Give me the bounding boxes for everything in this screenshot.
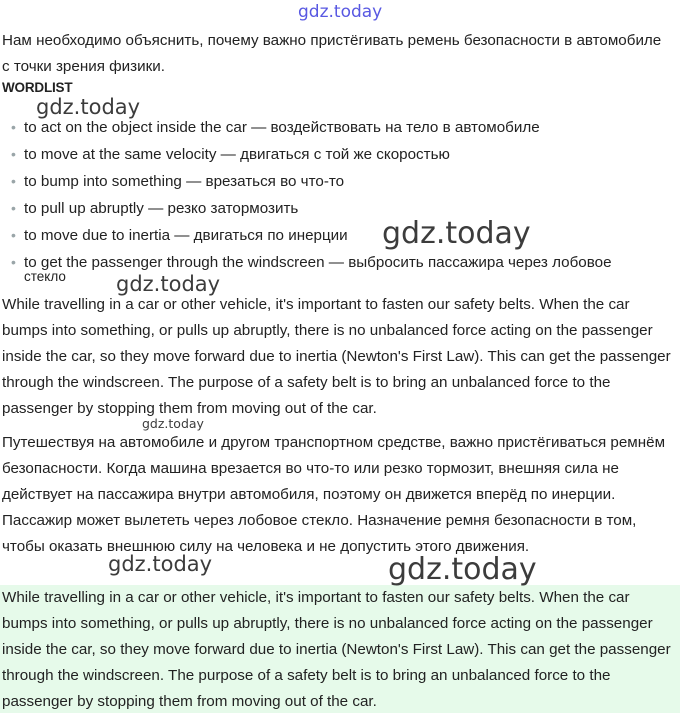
list-item <box>10 195 678 222</box>
bullet-icon: • <box>11 254 16 270</box>
watermark: gdz.today <box>116 272 221 296</box>
wordlist-item-text: to get the passenger through the windscreen — выбросить пассажира через лобовое <box>24 254 612 271</box>
watermark: gdz.today <box>108 552 213 576</box>
bullet-icon: • <box>11 173 16 189</box>
english-paragraph: While travelling in a car or other vehicle, it's important to fasten our safety belts. When the car bumps into something, or pulls up abruptly, there is no unbalanced force acting on the passenger inside the car, so they move forward due to inertia (Newton's First Law). This can get the passenger through the windscreen. The purpose of a safety belt is to bring an unbalanced force to the passenger by stopping them from moving out of the car. <box>2 296 671 417</box>
wordlist-item-text: to pull up abruptly — резко затормозить <box>24 200 299 217</box>
intro-text: Нам необходимо объяснить, почему важно пристёгивать ремень безопасности в автомобиле с точки зрения физики. <box>2 32 662 75</box>
bullet-icon: • <box>11 119 16 135</box>
watermark: gdz.today <box>36 95 141 119</box>
bullet-icon: • <box>11 200 16 216</box>
watermark-top: gdz.today <box>298 2 383 22</box>
wordlist-heading: WORDLIST <box>2 80 73 95</box>
wordlist-item-text: to move due to inertia — двигаться по инерции <box>24 227 348 244</box>
watermark: gdz.today <box>388 552 537 587</box>
answer-box <box>0 585 680 713</box>
wordlist-item-text: to act on the object inside the car — воздействовать на тело в автомобиле <box>24 119 540 136</box>
list-item <box>10 141 678 168</box>
list-item <box>10 249 678 288</box>
wordlist-item-text: to bump into something — врезаться во что-то <box>24 173 345 190</box>
bullet-icon: • <box>11 227 16 243</box>
watermark: gdz.today <box>382 216 531 251</box>
list-item <box>10 168 678 195</box>
answer-paragraph: While travelling in a car or other vehicle, it's important to fasten our safety belts. When the car bumps into something, or pulls up abruptly, there is no unbalanced force acting on the passenger inside the car, so they move forward due to inertia (Newton's First Law). This can get the passenger through the windscreen. The purpose of a safety belt is to bring an unbalanced force to the passenger by stopping them from moving out of the car. <box>2 589 671 710</box>
wordlist <box>10 114 678 288</box>
russian-paragraph: Путешествуя на автомобиле и другом транспортном средстве, важно пристёгиваться ремнём безопасности. Когда машина врезается во что-то или резко тормозит, внешняя сила не действует на пассажира внутри автомобиля, поэтому он движется вперёд по инерции. Пассажир может вылететь через лобовое стекло. Назначение ремня безопасности в том, чтобы оказать внешнюю силу на человека и не допустить этого движения. <box>2 434 666 555</box>
watermark: gdz.today <box>142 416 204 431</box>
list-item <box>10 222 678 249</box>
wordlist-item-text: to move at the same velocity — двигаться с той же скоростью <box>24 146 450 163</box>
wordlist-item-continuation: стекло <box>24 269 66 284</box>
bullet-icon: • <box>11 146 16 162</box>
